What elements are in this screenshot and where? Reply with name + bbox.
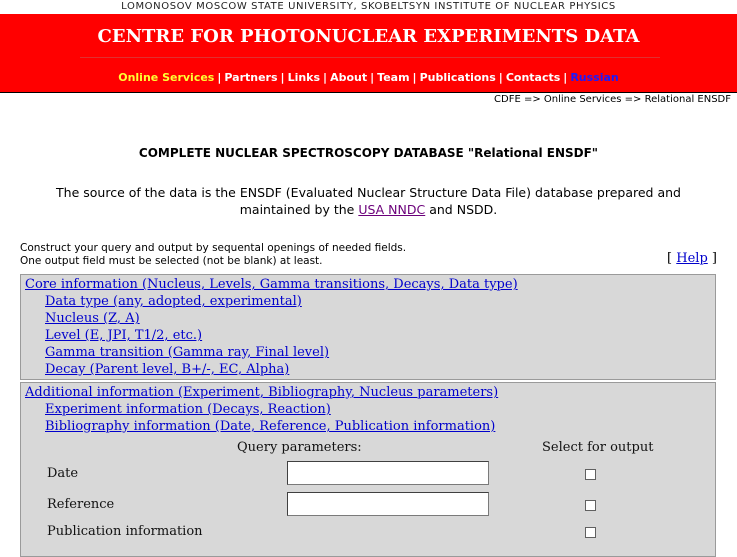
query-parameters-header: Query parameters: xyxy=(237,440,362,455)
help-bracket-open: [ xyxy=(667,251,677,266)
breadcrumb: CDFE => Online Services => Relational ENSDF xyxy=(494,94,731,105)
nav-contacts[interactable]: Contacts xyxy=(505,71,561,84)
nav-team[interactable]: Team xyxy=(377,71,410,84)
reference-input[interactable] xyxy=(287,492,489,516)
core-information-link[interactable]: Core information (Nucleus, Levels, Gamma transitions, Decays, Data type) xyxy=(25,277,518,292)
gamma-transition-link[interactable]: Gamma transition (Gamma ray, Final level) xyxy=(45,345,330,360)
experiment-information-link[interactable]: Experiment information (Decays, Reaction) xyxy=(45,402,331,417)
site-title: CENTRE FOR PHOTONUCLEAR EXPERIMENTS DATA xyxy=(97,26,640,47)
institution-line: LOMONOSOV MOSCOW STATE UNIVERSITY, SKOBELTSYN INSTITUTE OF NUCLEAR PHYSICS xyxy=(121,1,616,12)
help-link[interactable]: Help xyxy=(676,251,708,266)
instructions-line-1: Construct your query and output by sequental openings of needed fields. xyxy=(20,242,407,254)
decay-link[interactable]: Decay (Parent level, B+/-, EC, Alpha) xyxy=(45,362,290,377)
nucleus-link[interactable]: Nucleus (Z, A) xyxy=(45,311,140,326)
usa-nndc-link[interactable]: USA NNDC xyxy=(358,202,426,217)
nav-separator: | xyxy=(498,71,503,84)
nav-partners[interactable]: Partners xyxy=(224,71,278,84)
additional-information-link[interactable]: Additional information (Experiment, Bibliography, Nucleus parameters) xyxy=(25,385,499,400)
level-link[interactable]: Level (E, JPI, T1/2, etc.) xyxy=(45,328,203,343)
nav-publications[interactable]: Publications xyxy=(419,71,496,84)
nav-separator: | xyxy=(217,71,222,84)
reference-label: Reference xyxy=(47,497,115,512)
intro-text-end: and NSDD. xyxy=(425,202,498,217)
publication-information-output-checkbox[interactable] xyxy=(585,527,596,538)
nav-separator: | xyxy=(323,71,328,84)
data-type-link[interactable]: Data type (any, adopted, experimental) xyxy=(45,294,302,309)
header-banner xyxy=(0,14,737,93)
nav-separator: | xyxy=(370,71,375,84)
instructions-line-2: One output field must be selected (not be blank) at least. xyxy=(20,255,323,267)
help xyxy=(667,251,717,266)
bibliography-information-link[interactable]: Bibliography information (Date, Reference, Publication information) xyxy=(45,419,496,434)
select-for-output-header: Select for output xyxy=(542,440,654,455)
core-information-panel xyxy=(20,274,716,380)
main-nav xyxy=(0,71,737,84)
nav-separator: | xyxy=(280,71,285,84)
intro-text-start: The source of the data is the ENSDF (Evaluated Nuclear Structure Data File) database prepared and maintained by the xyxy=(56,185,681,217)
instructions xyxy=(20,242,406,268)
additional-information-panel xyxy=(20,382,716,557)
nav-separator: | xyxy=(412,71,417,84)
nav-online-services[interactable]: Online Services xyxy=(118,71,215,84)
help-bracket-close: ] xyxy=(707,251,717,266)
nav-separator: | xyxy=(563,71,568,84)
banner-divider xyxy=(80,57,660,58)
page-title: COMPLETE NUCLEAR SPECTROSCOPY DATABASE "Relational ENSDF" xyxy=(138,146,599,160)
nav-russian[interactable]: Russian xyxy=(570,71,619,84)
date-label: Date xyxy=(47,466,79,481)
publication-information-label: Publication information xyxy=(47,524,203,539)
date-output-checkbox[interactable] xyxy=(585,469,596,480)
nav-links[interactable]: Links xyxy=(287,71,321,84)
intro-text xyxy=(20,184,717,218)
date-input[interactable] xyxy=(287,461,489,485)
reference-output-checkbox[interactable] xyxy=(585,500,596,511)
nav-about[interactable]: About xyxy=(330,71,368,84)
